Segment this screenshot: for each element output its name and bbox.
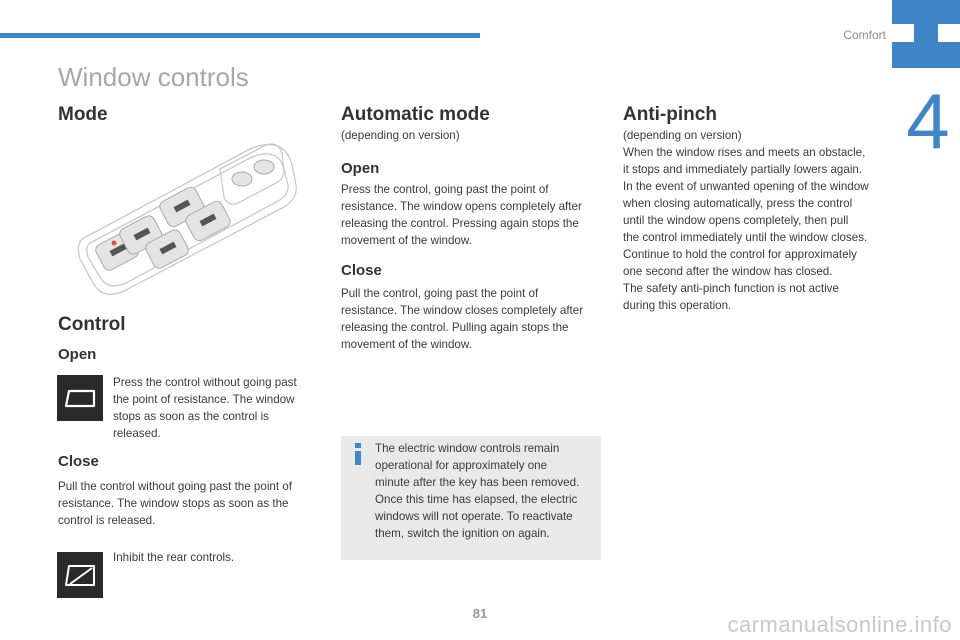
page-title: Window controls: [58, 62, 249, 92]
control-close-heading: Close: [58, 453, 99, 470]
mode-heading: Mode: [58, 104, 108, 125]
window-switch-icon: [57, 375, 103, 421]
top-accent-bar: [0, 33, 480, 38]
chapter-tab-icon: [892, 0, 960, 68]
info-text: The electric window controls remain operational for approximately one minute after the key has been removed. Once this time has elapsed, the electric windows will not operate. To reactivate them, switch the ignition on again.: [375, 442, 580, 540]
inhibit-text: Inhibit the rear controls.: [113, 551, 235, 564]
chapter-number: 4: [906, 77, 950, 165]
child-lock-icon: [57, 552, 103, 598]
info-icon: [353, 442, 365, 471]
chapter-name: Comfort: [843, 28, 886, 42]
watermark[interactable]: carmanualsonline.info: [727, 612, 952, 637]
automatic-note: (depending on version): [341, 129, 460, 142]
anti-pinch-heading: Anti-pinch: [623, 104, 717, 125]
control-open-heading: Open: [58, 346, 97, 363]
control-close-text: Pull the control without going past the point of resistance. The window stops as soon as the control is released.: [58, 480, 292, 527]
automatic-close-text: Pull the control, going past the point of resistance. The window closes completely after releasing the control. Pulling again stops the movement of the window.: [341, 287, 584, 351]
automatic-close-heading: Close: [341, 262, 382, 279]
page-number: 81: [472, 606, 488, 621]
automatic-open-heading: Open: [341, 160, 380, 177]
automatic-mode-heading: Automatic mode: [341, 104, 490, 125]
info-box: [341, 436, 601, 560]
control-heading: Control: [58, 314, 126, 335]
control-open-text: Press the control without going past the point of resistance. The window stops as soon as the control is released.: [113, 376, 297, 440]
automatic-open-text: Press the control, going past the point of resistance. The window opens completely after releasing the control. Pressing again stops the movement of the window.: [341, 183, 582, 247]
window-switch-panel-illustration: [70, 135, 310, 295]
anti-pinch-text: (depending on version) When the window rises and meets an obstacle, it stops and immediately partially lowers again. In the event of unwanted opening of the window when closing automatically, press the control until the window opens completely, then pull the control immediately until the window closes. Continue to hold the control for approximately one second after the window has closed. The safety anti-pinch function is not active during this operation.: [623, 129, 869, 312]
